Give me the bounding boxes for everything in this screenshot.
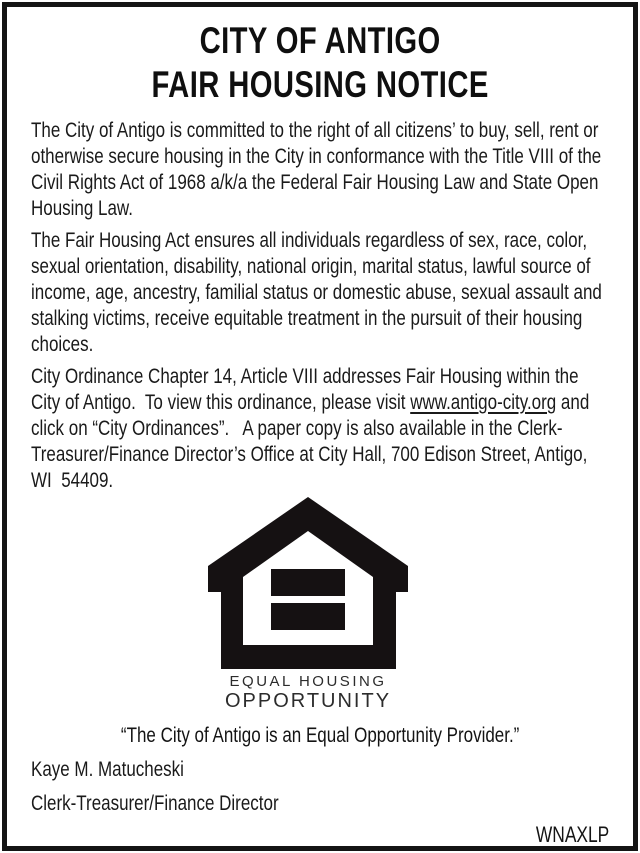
logo-text-opportunity: OPPORTUNITY [224, 690, 392, 712]
notice-title-line1: CITY OF ANTIGO [199, 20, 441, 61]
equal-housing-opportunity-logo [19, 495, 597, 712]
notice-title-line2: FAIR HOUSING NOTICE [151, 64, 489, 105]
notice-upper-text [31, 19, 609, 493]
legal-notice-code: WNAXLP [535, 822, 610, 847]
paragraph-ordinance [31, 363, 609, 493]
equal-opportunity-quote: “The City of Antigo is an Equal Opportunity Provider.” [120, 723, 520, 747]
ordinance-text-pre: City Ordinance Chapter 14, Article VIII addresses Fair Housing within the City of Antigo. To view this ordinance, please visit [31, 364, 584, 414]
house-equals-icon [208, 495, 408, 669]
signatory-name: Kaye M. Matucheski [31, 757, 184, 781]
signatory-title: Clerk-Treasurer/Finance Director [31, 791, 279, 815]
ordinance-text-post: and click on “City Ordinances”. A paper copy is also available in the Clerk-Treasurer/Finance Director’s Office at City Hall, 700 Edison Street, Antigo, WI 54409. [31, 390, 595, 492]
logo-text-equal-housing: EQUAL HOUSING [229, 673, 387, 690]
website-url-link: www.antigo-city.org [410, 390, 557, 414]
notice-page [2, 2, 638, 851]
notice-lower-text [31, 722, 609, 848]
paragraph-commitment: The City of Antigo is committed to the right of all citizens’ to buy, sell, rent or otherwise secure housing in the City in conformance with the Title VIII of the Civil Rights Act of 1968 a/k/a the Federal Fair Housing Law and State Open Housing Law. [31, 118, 606, 220]
paragraph-fair-housing-act: The Fair Housing Act ensures all individuals regardless of sex, race, color, sexual orientation, disability, national origin, marital status, lawful source of income, age, ancestry, familial status or domestic abuse, sexual assault and stalking victims, receive equitable treatment in the pursuit of their housing choices. [31, 228, 607, 356]
